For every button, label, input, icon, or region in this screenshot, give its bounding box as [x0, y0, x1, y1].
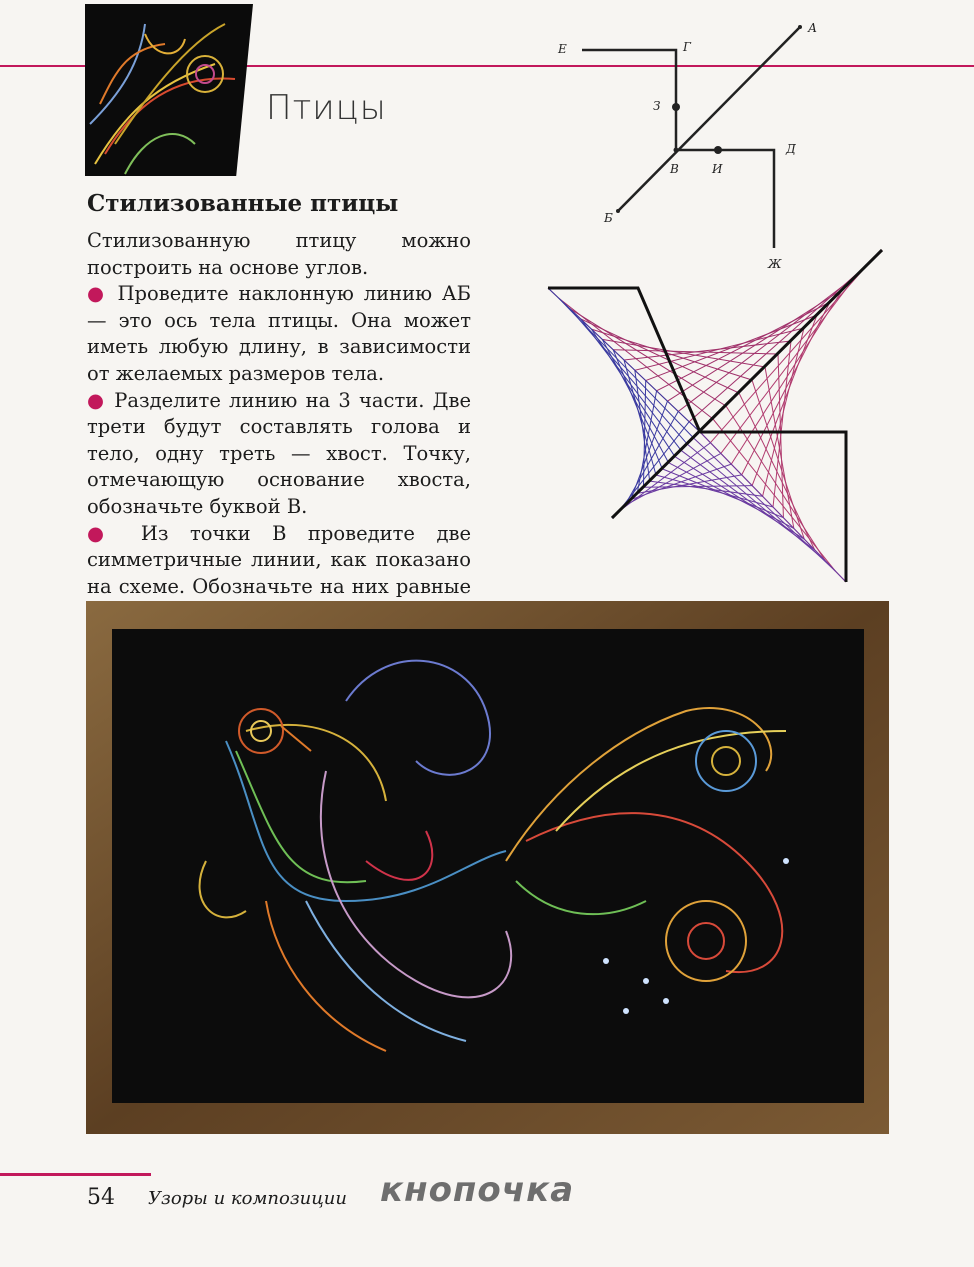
string-line [726, 406, 825, 561]
page-number: 54 [87, 1185, 115, 1210]
footer-rule [0, 1173, 151, 1176]
intro-paragraph: Стилизованную птицу можно построить на основе углов. [87, 229, 471, 279]
label-i: И [712, 162, 723, 176]
label-v: В [670, 162, 679, 176]
article-body [87, 228, 471, 627]
bullet-icon: ● [87, 521, 141, 545]
string-art-star-diagram [540, 240, 890, 590]
chapter-thumbnail-image [85, 4, 253, 176]
article-subheading: Стилизованные птицы [87, 190, 399, 217]
label-z: З [653, 99, 661, 113]
step-1 [87, 281, 471, 387]
string-line [570, 309, 688, 445]
label-zh: Ж [768, 257, 782, 271]
label-b: Б [604, 211, 613, 225]
label-a: А [808, 21, 818, 35]
label-g: Г [683, 40, 691, 54]
string-line [778, 354, 783, 518]
step-3-text: Из точки В проведите две симметричные линии, как показано на схеме. Обозначьте на них равные [87, 521, 471, 598]
brand-watermark: кнопочка [380, 1170, 575, 1210]
bullet-icon: ● [87, 282, 118, 306]
string-line [678, 276, 856, 411]
step-2-text: Разделите линию на 3 части. Две трети будут составлять голова и тело, одну треть — хвост. Точку, отмечающую основание хвоста, обозначьте буквой В. [87, 388, 472, 518]
label-e: Е [558, 42, 567, 56]
framed-peacock-artwork [86, 601, 889, 1134]
bullet-icon: ● [87, 388, 115, 412]
section-title: Птицы [266, 88, 387, 128]
step-2 [87, 388, 471, 521]
chapter-title: Узоры и композиции [148, 1188, 347, 1209]
step-1-text: Проведите наклонную линию АБ — это ось тела птицы. Она может иметь любую длину, в зависимости от желаемых размеров тела. [87, 282, 471, 385]
label-d: Д [786, 142, 796, 156]
